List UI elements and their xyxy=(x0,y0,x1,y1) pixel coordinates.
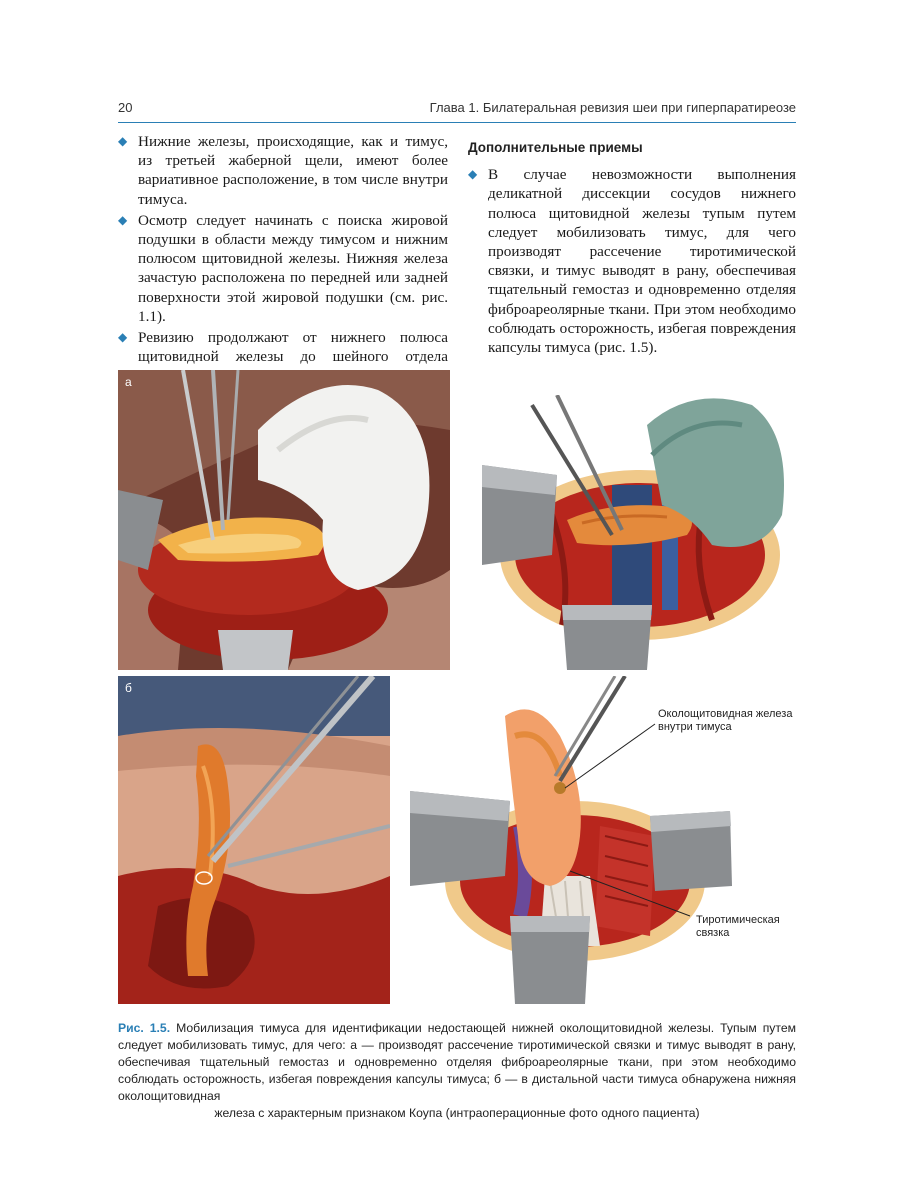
section-heading: Дополнительные приемы xyxy=(468,140,643,155)
bullet-item xyxy=(118,211,448,326)
illustration-panel-b xyxy=(400,676,796,1004)
panel-label-a: а xyxy=(125,375,132,389)
callout-thyrothymic-ligament: Тиротимическая связка xyxy=(696,914,780,939)
right-column xyxy=(468,132,796,359)
callout-parathyroid-in-thymus: Околощитовидная железа внутри тимуса xyxy=(658,708,793,733)
surgical-photo-b xyxy=(118,676,390,1004)
chapter-title: Глава 1. Билатеральная ревизия шеи при гиперпаратиреозе xyxy=(429,100,796,115)
caption-text: Мобилизация тимуса для идентификации недостающей нижней околощитовидной железы. Тупым путем следует мобилизовать тимус, для чего: а — производят рассечение тиротимической связки и тимус выводят в рану, обеспечивая тщательный гемостаз и одновременно отделяя фиброареолярные ткани, при этом необходимо соблюдать осторожность, избегая повреждения капсулы тимуса; б — в дистальной части тимуса обнаружена нижняя околощитовидная xyxy=(118,1021,796,1103)
panel-label-b: б xyxy=(125,681,132,695)
diamond-bullet-icon: ◆ xyxy=(468,167,478,182)
illustration-panel-a xyxy=(462,395,796,670)
diamond-bullet-icon: ◆ xyxy=(118,330,128,345)
photo-panel-b xyxy=(118,676,390,1004)
bullet-item xyxy=(118,132,448,209)
running-header xyxy=(118,100,796,122)
surgical-photo-a xyxy=(118,370,450,670)
caption-label: Рис. 1.5. xyxy=(118,1021,171,1035)
bullet-item xyxy=(468,165,796,357)
bullet-text: Нижние железы, происходящие, как и тимус, из третьей жаберной щели, имеют более вариативное расположение, в том числе внутри тимуса. xyxy=(138,133,448,208)
bullet-text: Осмотр следует начинать с поиска жировой подушки в области между тимусом и нижним полюсом щитовидной железы. Нижняя железа зачастую расположена по передней или задней поверхности этой жировой подушки (см. рис. 1.1). xyxy=(138,211,448,325)
diamond-bullet-icon: ◆ xyxy=(118,134,128,148)
photo-panel-a xyxy=(118,370,450,670)
page-number: 20 xyxy=(118,100,133,115)
bullet-text: Ревизию продолжают от нижнего полюса щитовидной железы до шейного отдела xyxy=(138,329,448,366)
caption-last-line: железа с характерным признаком Коупа (интраоперационные фото одного пациента) xyxy=(214,1106,700,1120)
header-rule xyxy=(118,122,796,123)
bullet-text: В случае невозможности выполнения деликатной диссекции сосудов нижнего полюса щитовидной железы тупым путем следует мобилизовать тимус, для чего производят рассечение тиротимической связки, и тимус выводят в рану, обеспечивая тщательный гемостаз и одновременно отделяя фиброареолярные ткани. При этом необходимо соблюдать осторожность, избегая повреждения капсулы тимуса (рис. 1.5). xyxy=(488,166,796,357)
figure-caption xyxy=(118,1020,796,1122)
surgical-illustration-a xyxy=(462,395,796,670)
left-column xyxy=(118,132,448,388)
diamond-bullet-icon: ◆ xyxy=(118,212,128,227)
